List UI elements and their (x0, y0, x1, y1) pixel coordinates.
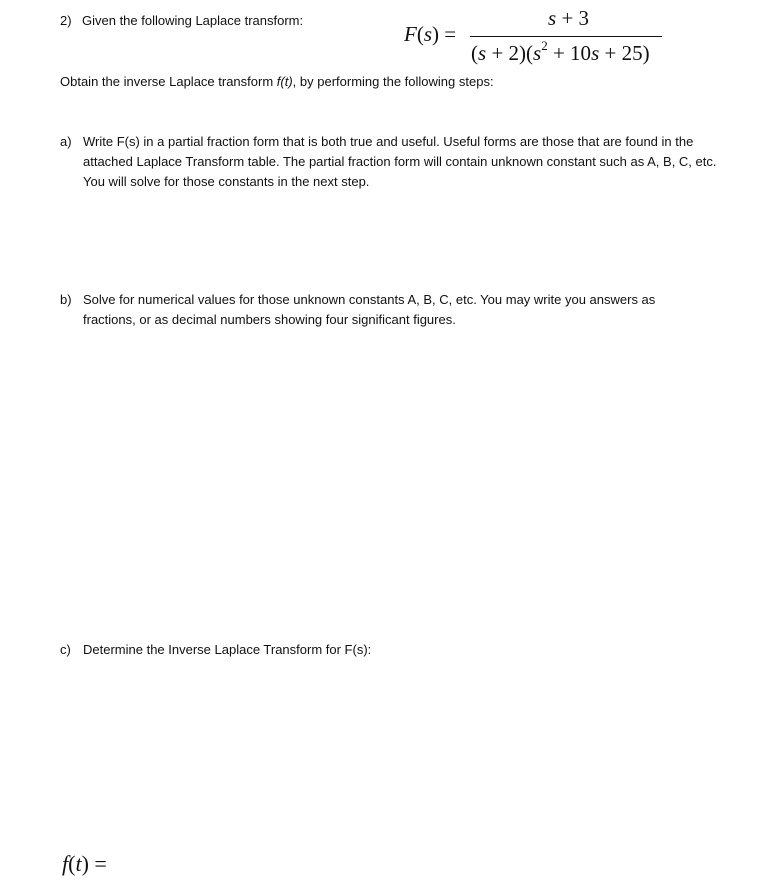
part-a-text: Write F(s) in a partial fraction form that is both true and useful. Useful forms are those that are found in the attached Laplace Transform table. The partial fraction form will contain unknown constant such as A, B, C, etc. You will solve for those constants in the next step. (83, 134, 717, 189)
instruction-prefix: Obtain the inverse Laplace transform (60, 74, 277, 89)
part-c-text: Determine the Inverse Laplace Transform for F(s): (83, 642, 372, 657)
equation-denominator: $(s + 2)(s^2 + 10s + 25)$ (471, 38, 650, 65)
instruction-suffix: , by performing the following steps: (292, 74, 494, 89)
part-b-text: Solve for numerical values for those unknown constants A, B, C, etc. You may write you answers as fractions, or as decimal numbers showing four significant figures. (83, 292, 656, 327)
instruction-func: f(t) (276, 74, 293, 89)
fraction-bar (470, 36, 662, 37)
instruction (60, 72, 494, 92)
equation-lhs: F(s) = (404, 22, 457, 46)
answer-label: f(t) = (62, 851, 107, 876)
problem-intro: Given the following Laplace transform: (82, 13, 304, 28)
problem-number: 2) (60, 13, 72, 28)
part-a-label: a) (60, 134, 72, 149)
equation-numerator: s + 3 (548, 6, 590, 30)
part-c-label: c) (60, 642, 71, 657)
part-b-label: b) (60, 292, 72, 307)
